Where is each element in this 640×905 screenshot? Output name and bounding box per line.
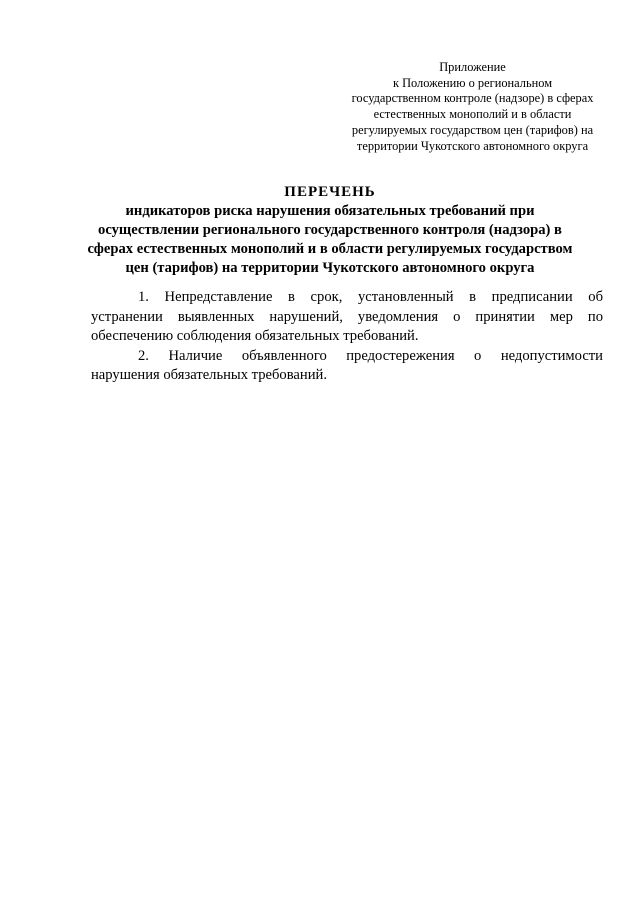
list-item-line: нарушения обязательных требований. — [91, 367, 327, 383]
heading-line: сферах естественных монополий и в области регулируемых государством — [87, 241, 573, 257]
appendix-line: регулируемых государством цен (тарифов) на — [351, 122, 594, 137]
document-heading — [80, 182, 580, 278]
list-item-line: 1. Непредставление в срок, установленный в предписании об — [138, 289, 603, 305]
document-title: ПЕРЕЧЕНЬ — [284, 184, 376, 200]
appendix-line: к Положению о региональном — [392, 75, 553, 90]
document-body — [91, 288, 603, 386]
heading-line: осуществлении регионального государственного контроля (надзора) в — [98, 222, 562, 238]
appendix-line: государственном контроле (надзоре) в сферах — [351, 91, 594, 106]
appendix-line: Приложение — [439, 60, 506, 74]
list-item — [91, 347, 603, 386]
appendix-line: территории Чукотского автономного округа — [356, 138, 589, 153]
appendix-line: естественных монополий и в области — [373, 107, 572, 122]
list-item-line: обеспечению соблюдения обязательных требований. — [91, 328, 419, 344]
list-item — [91, 288, 603, 347]
appendix-note — [330, 60, 615, 154]
list-item-line: устранении выявленных нарушений, уведомления о принятии мер по — [91, 308, 603, 325]
heading-line: индикаторов риска нарушения обязательных требований при — [125, 203, 535, 219]
list-item-line: 2. Наличие объявленного предостережения о недопустимости — [138, 347, 603, 364]
heading-line: цен (тарифов) на территории Чукотского автономного округа — [125, 260, 535, 276]
